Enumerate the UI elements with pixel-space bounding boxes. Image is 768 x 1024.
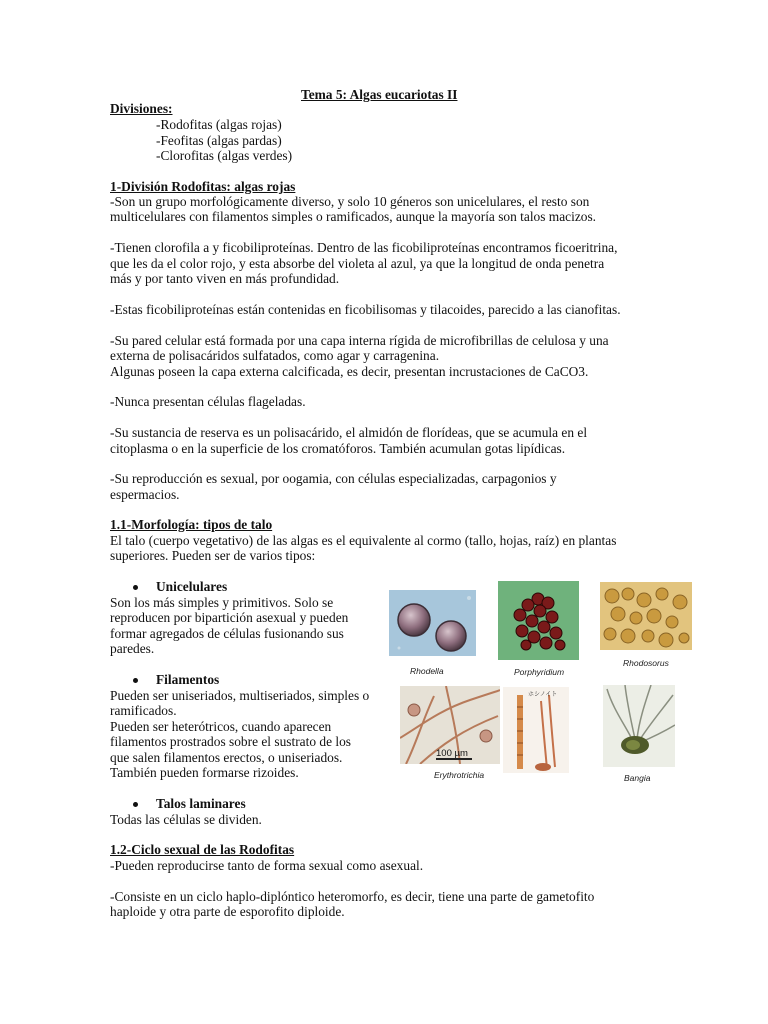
paragraph-line: -Su pared celular está formada por una capa interna rígida de microfibrillas de celulosa y una [110, 333, 609, 348]
paragraph-line: paredes. [110, 641, 155, 656]
paragraph-line: -Su sustancia de reserva es un polisacárido, el almidón de florídeas, que se acumula en el [110, 425, 588, 440]
paragraph-line: Pueden ser heterótricos, cuando aparecen [110, 719, 332, 734]
paragraph-line: más y por tanto viven en más profundidad. [110, 271, 340, 286]
paragraph-line: -Tienen clorofila a y ficobiliproteínas. Dentro de las ficobiliproteínas encontramos ficoeritrina, [110, 240, 618, 255]
paragraph-line: -Su reproducción es sexual, por oogamia, con células especializadas, carpagonios y [110, 471, 557, 486]
paragraph-line: que salen filamentos erectos, o uniseriados. [110, 750, 343, 765]
paragraph-line: Pueden ser uniseriados, multiseriados, simples o [110, 688, 370, 703]
paragraph-line: Todas las células se dividen. [110, 812, 262, 827]
paragraph-line: -Son un grupo morfológicamente diverso, y solo 10 géneros son unicelulares, el resto son [110, 194, 590, 209]
section-heading: 1.1-Morfología: tipos de talo [110, 517, 273, 532]
thallus-type-name: Unicelulares [156, 579, 228, 594]
division-item: -Clorofitas (algas verdes) [156, 148, 293, 163]
paragraph-line: multicelulares con filamentos simples o ramificados, aunque la mayoría son talos macizos. [110, 209, 597, 224]
section-heading: 1-División Rodofitas: algas rojas [110, 179, 296, 194]
paragraph-line: filamentos prostrados sobre el sustrato de los [110, 734, 351, 749]
paragraph-line: También pueden formarse rizoides. [110, 765, 299, 780]
paragraph-line: -Consiste en un ciclo haplo-diplóntico heteromorfo, es decir, tiene una parte de gametofito [110, 889, 595, 904]
division-item: -Rodofitas (algas rojas) [156, 117, 282, 132]
figure-caption: Rhodella [410, 666, 444, 676]
paragraph-line: ramificados. [110, 703, 177, 718]
rhodella-micrograph [389, 590, 476, 656]
thallus-type-name: Filamentos [156, 672, 220, 687]
paragraph-line: externa de polisacáridos sulfatados, como agar y carragenina. [110, 348, 440, 363]
bullet-icon [133, 585, 138, 590]
rhodosorus-micrograph [600, 582, 692, 650]
divisiones-heading: Divisiones: [110, 101, 173, 116]
paragraph-line: superiores. Pueden ser de varios tipos: [110, 548, 316, 563]
red-filament-micrograph [503, 687, 569, 773]
figure-tag-text: ホシノイト [528, 692, 558, 698]
paragraph-line: El talo (cuerpo vegetativo) de las algas es el equivalente al cormo (tallo, hojas, raíz) en plantas [110, 533, 617, 548]
paragraph-line: haploide y otra parte de esporofito diploide. [110, 904, 345, 919]
paragraph-line: formar agregados de células fusionando sus [110, 626, 344, 641]
paragraph-line: que les da el color rojo, y esta absorbe del violeta al azul, ya que la longitud de onda penetra [110, 256, 605, 271]
figure-caption: Erythrotrichia [434, 770, 485, 780]
paragraph-line: -Pueden reproducirse tanto de forma sexual como asexual. [110, 858, 424, 873]
figure-caption: Porphyridium [514, 667, 565, 677]
figure-caption: Bangia [624, 773, 651, 783]
paragraph-line: reproducen por bipartición asexual y pueden [110, 610, 349, 625]
division-item: -Feofitas (algas pardas) [156, 133, 282, 148]
page-title: Tema 5: Algas eucariotas II [301, 87, 458, 102]
paragraph-line: -Nunca presentan células flageladas. [110, 394, 306, 409]
section-heading: 1.2-Ciclo sexual de las Rodofitas [110, 842, 295, 857]
paragraph-line: Son los más simples y primitivos. Solo se [110, 595, 334, 610]
paragraph-line: Algunas poseen la capa externa calcificada, es decir, presentan incrustaciones de CaCO3. [110, 364, 589, 379]
paragraph-line: citoplasma o en la superficie de los cromatóforos. También acumulan gotas lipídicas. [110, 441, 566, 456]
scale-bar-label: 100 µm [436, 748, 468, 759]
figure-caption: Rhodosorus [623, 658, 669, 668]
paragraph-line: espermacios. [110, 487, 180, 502]
thallus-type-name: Talos laminares [156, 796, 246, 811]
bullet-icon [133, 802, 138, 807]
bullet-icon [133, 678, 138, 683]
bangia-micrograph [603, 685, 675, 767]
paragraph-line: -Estas ficobiliproteínas están contenidas en ficobilisomas y tilacoides, parecido a las cianofitas. [110, 302, 621, 317]
porphyridium-micrograph [498, 581, 579, 660]
